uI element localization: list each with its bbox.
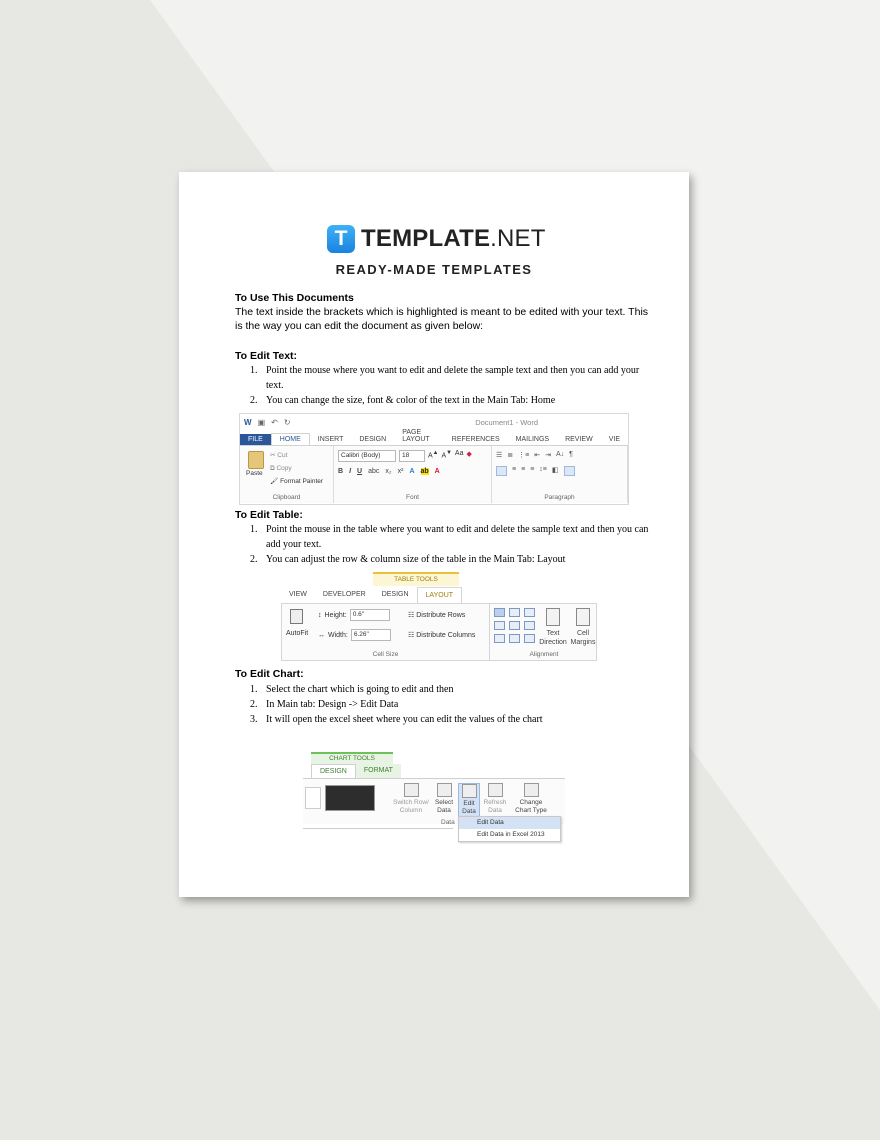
cell-margins-button[interactable]: Cell Margins <box>569 608 597 647</box>
edit-data-dropdown-menu <box>458 816 561 842</box>
align-left-icon[interactable] <box>496 466 507 476</box>
chart-style-selected-thumbnail[interactable] <box>325 785 375 811</box>
bold-icon[interactable]: B <box>338 468 344 475</box>
autofit-button[interactable]: AutoFit <box>286 630 309 637</box>
font-color-icon[interactable]: A <box>434 468 440 475</box>
highlight-icon[interactable]: ab <box>420 468 429 475</box>
width-input[interactable]: 6.26" <box>351 629 391 641</box>
list-item: 1. Select the chart which is going to edit and then <box>250 684 454 695</box>
clipboard-group <box>240 446 334 503</box>
height-label: Height: <box>324 611 347 619</box>
line-spacing-icon[interactable]: ↕≡ <box>539 466 547 473</box>
underline-icon[interactable]: U <box>357 468 363 475</box>
tagline: READY-MADE TEMPLATES <box>335 262 533 277</box>
logo-ext: .NET <box>490 225 546 252</box>
shading-icon[interactable]: ◧ <box>551 467 559 474</box>
width-icon: ↔ <box>318 631 325 639</box>
strikethrough-icon[interactable]: abc <box>368 468 380 475</box>
data-group-label: Data <box>441 819 455 826</box>
cell-margins-icon <box>576 608 590 626</box>
edit-text-steps <box>235 363 655 408</box>
tab-insert[interactable]: INSERT <box>317 436 344 443</box>
font-group-label: Font <box>405 494 419 501</box>
height-input[interactable]: 0.6" <box>350 609 390 621</box>
refresh-data-icon <box>488 783 503 797</box>
align-middle-left-icon[interactable] <box>494 621 505 630</box>
cut-button[interactable]: ✂ Cut <box>270 452 288 459</box>
text-effects-icon[interactable]: A <box>409 468 415 475</box>
list-item: 1. Point the mouse where you want to edit and delete the sample text and then you can add your text. <box>250 365 640 391</box>
logo-mark-icon: T <box>327 225 355 253</box>
chart-tools-ribbon-screenshot <box>303 748 565 844</box>
select-data-button[interactable]: Select Data <box>433 783 455 815</box>
align-center-icon[interactable]: ≡ <box>512 466 517 473</box>
ruler <box>303 828 453 834</box>
align-bottom-center-icon[interactable] <box>509 634 520 643</box>
paste-icon[interactable] <box>248 451 264 469</box>
tab-home[interactable]: HOME <box>271 433 310 445</box>
list-item: 2. You can adjust the row & column size of the table in the Main Tab: Layout <box>250 554 566 565</box>
decrease-indent-icon[interactable]: ⇤ <box>534 452 541 459</box>
borders-icon[interactable] <box>564 466 575 476</box>
ribbon-body <box>240 445 628 503</box>
document-title: Document1 - Word <box>475 418 538 427</box>
change-case-icon[interactable]: Aa <box>454 450 464 457</box>
align-bottom-left-icon[interactable] <box>494 634 505 643</box>
table-tools-ribbon-screenshot <box>281 570 597 662</box>
redo-icon: ↻ <box>283 418 291 427</box>
intro-body: The text inside the brackets which is highlighted is meant to be edited with your text. This is the way you can edit the document as given below: <box>235 306 649 332</box>
tab-design[interactable]: DESIGN <box>359 436 387 443</box>
font-name-select[interactable]: Calibri (Body) <box>338 450 396 462</box>
switch-row-column-icon <box>404 783 419 797</box>
edit-chart-steps <box>235 682 655 727</box>
tab-page-layout[interactable]: PAGE LAYOUT <box>402 429 430 443</box>
distribute-rows-button[interactable]: ☷ Distribute Rows <box>408 612 466 619</box>
grow-font-icon[interactable]: A▲ <box>428 450 439 460</box>
tab-view[interactable]: VIE <box>608 436 620 443</box>
italic-icon[interactable]: I <box>349 468 352 475</box>
tab-view[interactable]: VIEW <box>289 591 307 598</box>
alignment-group <box>491 604 597 660</box>
logo-wordmark <box>361 225 546 253</box>
table-tools-tabs <box>281 587 462 603</box>
distribute-columns-button[interactable]: ☷ Distribute Columns <box>408 632 476 639</box>
edit-data-icon <box>462 784 477 798</box>
align-top-right-icon[interactable] <box>524 608 535 617</box>
align-middle-center-icon[interactable] <box>509 621 520 630</box>
paragraph-group-label: Paragraph <box>544 494 575 501</box>
height-control <box>318 609 390 621</box>
tab-table-design[interactable]: DESIGN <box>381 591 409 598</box>
chart-tools-label: CHART TOOLS <box>311 752 393 764</box>
menu-item-edit-data[interactable]: Edit Data <box>459 817 560 829</box>
format-painter-button[interactable]: 🖌 Format Painter <box>270 478 324 485</box>
tab-mailings[interactable]: MAILINGS <box>515 436 550 443</box>
word-icon: W <box>244 418 252 427</box>
cell-alignment-grid <box>494 608 535 643</box>
pilcrow-icon[interactable]: ¶ <box>569 451 573 458</box>
menu-item-edit-data-excel[interactable]: Edit Data in Excel 2013 <box>477 831 545 838</box>
edit-text-title: To Edit Text: <box>235 350 298 362</box>
save-icon: ▣ <box>257 418 266 427</box>
shrink-font-icon[interactable]: A▼ <box>441 450 452 460</box>
align-right-icon[interactable]: ≡ <box>521 466 526 473</box>
table-tools-label: TABLE TOOLS <box>373 572 459 586</box>
cell-size-label: Cell Size <box>372 651 399 658</box>
select-data-icon <box>437 783 452 797</box>
align-middle-right-icon[interactable] <box>524 621 535 630</box>
chart-tools-tabs <box>311 764 401 778</box>
document-page <box>179 172 689 897</box>
align-top-center-icon[interactable] <box>509 608 520 617</box>
increase-indent-icon[interactable]: ⇥ <box>545 452 551 459</box>
justify-icon[interactable]: ≡ <box>530 466 535 473</box>
switch-row-column-button[interactable]: Switch Row/ Column <box>391 783 431 815</box>
change-chart-type-button[interactable]: Change Chart Type <box>513 783 549 815</box>
tab-table-layout[interactable]: LAYOUT <box>417 587 463 603</box>
list-item: 2. In Main tab: Design -> Edit Data <box>250 699 399 710</box>
autofit-icon[interactable] <box>290 609 303 624</box>
word-home-ribbon-screenshot <box>239 413 629 505</box>
undo-icon: ↶ <box>271 418 278 427</box>
list-item: 2. You can change the size, font & color of the text in the Main Tab: Home <box>250 395 556 406</box>
multilevel-list-icon[interactable]: ⋮≡ <box>518 452 530 459</box>
clipboard-group-label: Clipboard <box>272 494 301 501</box>
paragraph-group <box>492 446 628 503</box>
tab-chart-format[interactable]: FORMAT <box>363 767 393 774</box>
list-item: 3. It will open the excel sheet where you can edit the values of the chart <box>250 714 543 725</box>
chart-style-thumbnail[interactable] <box>305 787 321 809</box>
height-icon: ↕ <box>318 611 322 619</box>
copy-button[interactable]: ⧉ Copy <box>270 465 292 472</box>
tab-file[interactable]: FILE <box>240 434 271 445</box>
edit-table-steps <box>235 522 655 567</box>
width-control <box>318 629 391 641</box>
sort-icon[interactable]: A↓ <box>556 451 565 458</box>
cell-size-group <box>282 604 490 660</box>
text-direction-icon <box>546 608 560 626</box>
refresh-data-button[interactable]: Refresh Data <box>483 783 507 815</box>
superscript-icon[interactable]: x² <box>397 468 404 475</box>
clipboard-actions <box>270 449 323 488</box>
change-chart-type-icon <box>524 783 539 797</box>
edit-table-title: To Edit Table: <box>235 509 303 521</box>
tab-references[interactable]: REFERENCES <box>451 436 500 443</box>
font-size-select[interactable]: 18 <box>399 450 425 462</box>
tab-review[interactable]: REVIEW <box>565 436 593 443</box>
list-item: 1. Point the mouse in the table where you want to edit and delete the sample text and then you can add your text. <box>250 524 649 550</box>
logo-name: TEMPLATE <box>361 225 491 252</box>
subscript-icon[interactable]: x₂ <box>385 468 392 475</box>
intro-title: To Use This Documents <box>235 292 354 304</box>
tab-developer[interactable]: DEVELOPER <box>322 591 366 598</box>
bullets-icon[interactable]: ☰ <box>496 452 503 459</box>
align-top-left-icon[interactable] <box>494 608 505 617</box>
clear-format-icon[interactable]: ◆ <box>466 451 472 458</box>
tab-chart-design[interactable]: DESIGN <box>311 764 356 778</box>
width-label: Width: <box>328 631 348 639</box>
numbering-icon[interactable]: ≣ <box>507 452 514 459</box>
table-tools-body <box>281 603 597 661</box>
ribbon-tabs <box>240 431 628 445</box>
align-bottom-right-icon[interactable] <box>524 634 535 643</box>
edit-chart-title: To Edit Chart: <box>235 668 304 680</box>
alignment-label: Alignment <box>529 651 559 658</box>
template-logo <box>327 224 546 254</box>
text-direction-button[interactable]: Text Direction <box>539 608 567 647</box>
font-group <box>334 446 492 503</box>
paste-button[interactable]: Paste <box>246 470 263 477</box>
edit-data-button[interactable]: Edit Data <box>458 783 480 817</box>
